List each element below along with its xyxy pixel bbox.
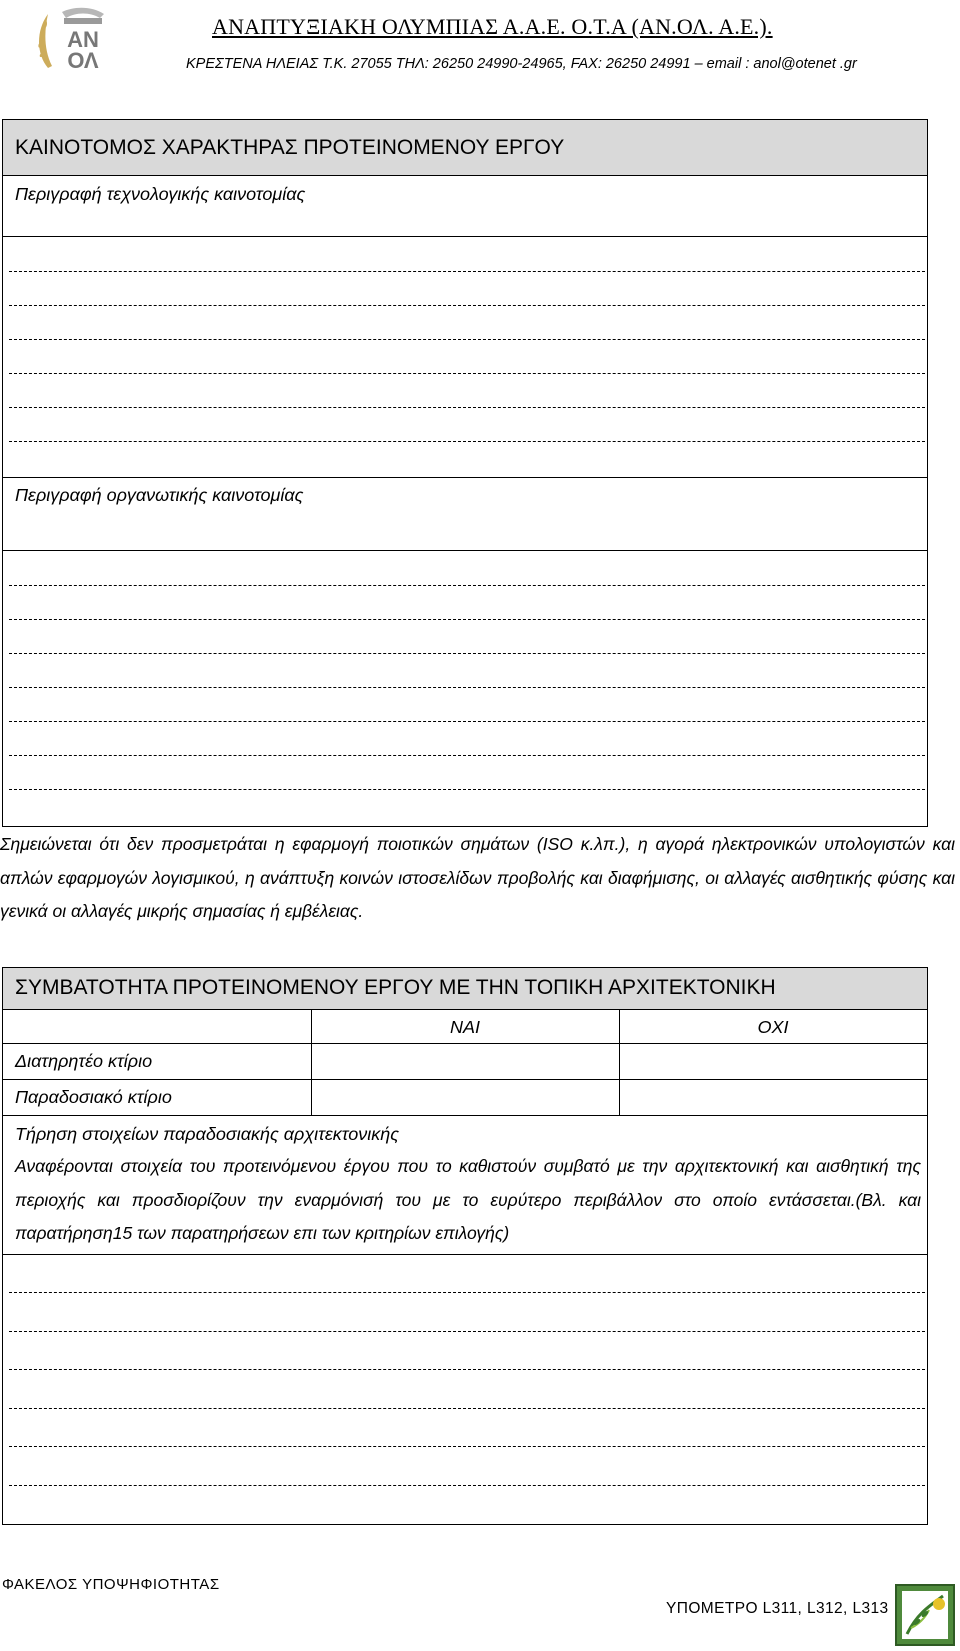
footer-submeasure-label: ΥΠΟΜΕΤΡΟ L311, L312, L313 [666,1600,889,1617]
organization-title: ΑΝΑΠΤΥΞΙΑΚΗ ΟΛΥΜΠΙΑΣ Α.Α.Ε. Ο.Τ.Α (ΑΝ.ΟΛ. Α.Ε.). [212,14,773,39]
innovation-table [2,119,928,827]
listed-building-label: Διατηρητέο κτίριο [15,1051,153,1071]
tech-innovation-label: Περιγραφή τεχνολογικής καινοτομίας [15,184,306,204]
listed-building-yes-cell[interactable] [311,1044,619,1079]
organization-logo [34,4,114,72]
col-no-header: ΟΧΙ [757,1017,789,1037]
exclusions-note: Σημειώνεται ότι δεν προσμετράται η εφαρμογή ποιοτικών σημάτων (ISO κ.λπ.), η αγορά ηλεκτρονικών υπολογιστών και απλών εφαρμογών λογισμικού, η ανάπτυξη κοινών ιστοσελίδων προβολής και διαφήμισης, οι αλλαγές αισθητικής φύσης και γενικά οι αλλαγές μικρής σημασίας ή εμβέλειας. [0,834,955,921]
organization-contact: ΚΡΕΣΤΕΝΑ ΗΛΕΙΑΣ Τ.Κ. 27055 ΤΗΛ: 26250 24990-24965, FAX: 26250 24991 – email : anol@otenet .gr [186,56,857,72]
footer-dossier-label: ΦΑΚΕΛΟΣ ΥΠΟΨΗΦΙΟΤΗΤΑΣ [2,1576,220,1593]
compatibility-table [2,967,928,1525]
col-yes-header: ΝΑΙ [449,1017,480,1037]
logo-text-top: ΑΝ [67,27,99,52]
compat-section-title: ΣΥΜΒΑΤΟΤΗΤΑ ΠΡΟΤΕΙΝΟΜΕΝΟΥ ΕΡΓΟΥ ΜΕ ΤΗΝ ΤΟΠΙΚΗ ΑΡΧΙΤΕΚΤΟΝΙΚΗ [3,968,927,1010]
listed-building-no-cell[interactable] [619,1044,927,1079]
leader-logo-icon [895,1584,955,1646]
traditional-building-yes-cell[interactable] [311,1080,619,1115]
logo-text-bottom: ΟΛ [67,48,99,72]
traditional-building-label: Παραδοσιακό κτίριο [15,1087,172,1107]
traditional-building-no-cell[interactable] [619,1080,927,1115]
innovation-section-title: ΚΑΙΝΟΤΟΜΟΣ ΧΑΡΑΚΤΗΡΑΣ ΠΡΟΤΕΙΝΟΜΕΝΟΥ ΕΡΓΟΥ [3,120,927,176]
org-innovation-label: Περιγραφή οργανωτικής καινοτομίας [15,485,304,505]
compat-description: Αναφέρονται στοιχεία του προτεινόμενου έργου που το καθιστούν συμβατό με την αρχιτεκτονική και αισθητική της περιοχής και προσδιορίζουν την εναρμόνισή του με το ευρύτερο περιβάλλον στο οποίο εντάσσεται.(Βλ. και παρατήρηση15 των παρατηρήσεων επι των κριτηρίων επιλογής) [15,1156,921,1243]
traditional-architecture-label: Τήρηση στοιχείων παραδοσιακής αρχιτεκτονικής [15,1124,400,1144]
